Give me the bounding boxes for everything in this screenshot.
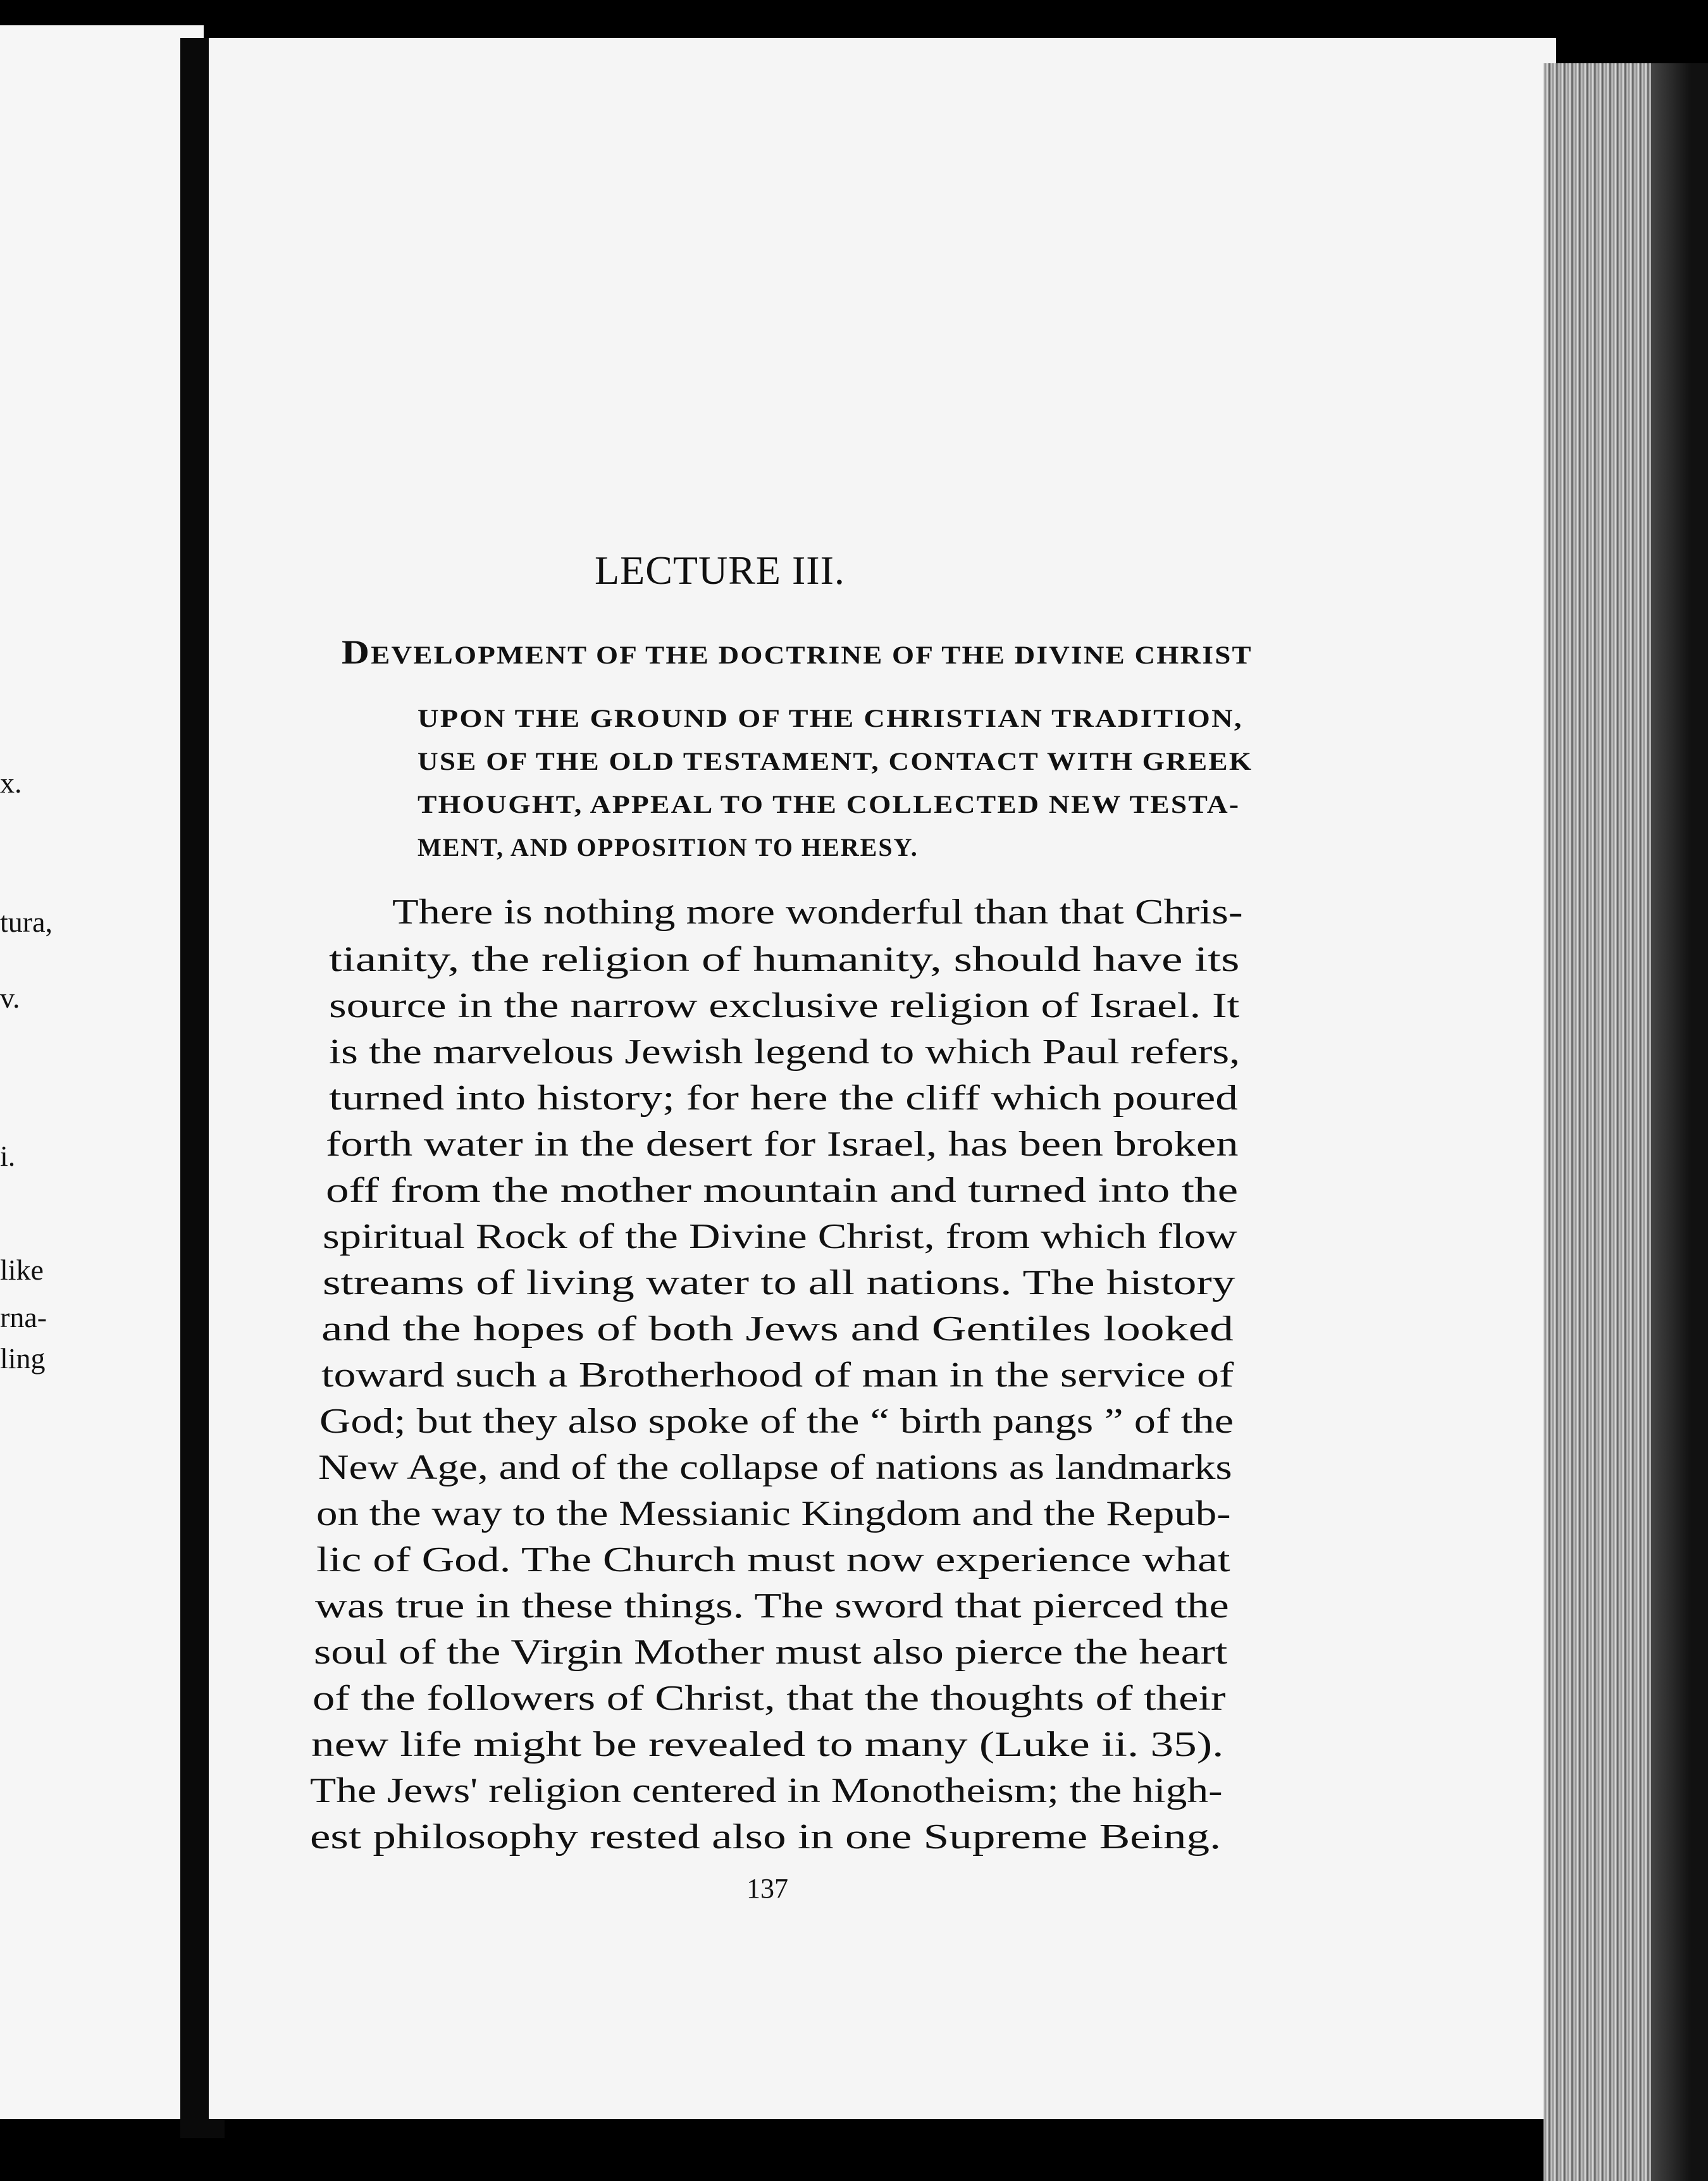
body-line: toward such a Brotherhood of man in the service of xyxy=(321,1356,1234,1395)
heading-line-2: UPON THE GROUND OF THE CHRISTIAN TRADITION, xyxy=(418,704,1243,732)
body-line: new life might be revealed to many (Luke ii. 35). xyxy=(311,1725,1224,1764)
body-line: streams of living water to all nations. The history xyxy=(323,1263,1235,1302)
heading-text: EVELOPMENT OF THE DOCTRINE OF THE DIVINE CHRIST xyxy=(371,641,1253,669)
left-page-fragment: like xyxy=(0,1254,44,1286)
body-line: off from the mother mountain and turned into the xyxy=(326,1171,1239,1210)
lecture-title: LECTURE III. xyxy=(595,548,845,593)
left-facing-page xyxy=(0,25,204,2119)
heading-initial: D xyxy=(342,633,371,671)
body-line: soul of the Virgin Mother must also pierce the heart xyxy=(314,1633,1228,1672)
left-page-fragment: rna- xyxy=(0,1301,47,1333)
body-line: God; but they also spoke of the “ birth pangs ” of the xyxy=(319,1402,1234,1441)
body-line: and the hopes of both Jews and Gentiles looked xyxy=(321,1309,1234,1349)
body-line: on the way to the Messianic Kingdom and the Repub- xyxy=(316,1494,1231,1533)
heading-line-1 xyxy=(342,633,1253,672)
left-page-fragment: i. xyxy=(0,1140,16,1172)
left-page-fragment: v. xyxy=(0,982,20,1014)
left-page-fragment: tura, xyxy=(0,906,53,938)
body-line: turned into history; for here the cliff which poured xyxy=(329,1078,1238,1118)
body-line: of the followers of Christ, that the thoughts of their xyxy=(313,1679,1226,1718)
heading-line-5: MENT, AND OPPOSITION TO HERESY. xyxy=(418,833,919,862)
body-line: forth water in the desert for Israel, has been broken xyxy=(326,1125,1239,1164)
body-line: New Age, and of the collapse of nations as landmarks xyxy=(318,1448,1232,1487)
body-line: est philosophy rested also in one Supreme Being. xyxy=(310,1817,1222,1857)
page-fore-edge xyxy=(1544,63,1708,2181)
left-page-fragment: x. xyxy=(0,767,22,799)
page-number: 137 xyxy=(746,1873,788,1904)
left-page-fragment: ling xyxy=(0,1342,46,1375)
body-line: was true in these things. The sword that pierced the xyxy=(315,1586,1229,1626)
body-line: The Jews' religion centered in Monotheism; the high- xyxy=(310,1771,1223,1810)
body-line: is the marvelous Jewish legend to which Paul refers, xyxy=(329,1032,1241,1072)
body-line: There is nothing more wonderful than that Chris- xyxy=(392,893,1243,932)
body-line: lic of God. The Church must now experience what xyxy=(316,1540,1230,1579)
heading-line-3: USE OF THE OLD TESTAMENT, CONTACT WITH GREEK xyxy=(418,747,1253,775)
body-line: source in the narrow exclusive religion of Israel. It xyxy=(329,986,1240,1025)
heading-line-4: THOUGHT, APPEAL TO THE COLLECTED NEW TESTA- xyxy=(418,790,1241,819)
body-line: tianity, the religion of humanity, should have its xyxy=(329,940,1240,979)
body-line: spiritual Rock of the Divine Christ, from which flow xyxy=(323,1217,1237,1256)
